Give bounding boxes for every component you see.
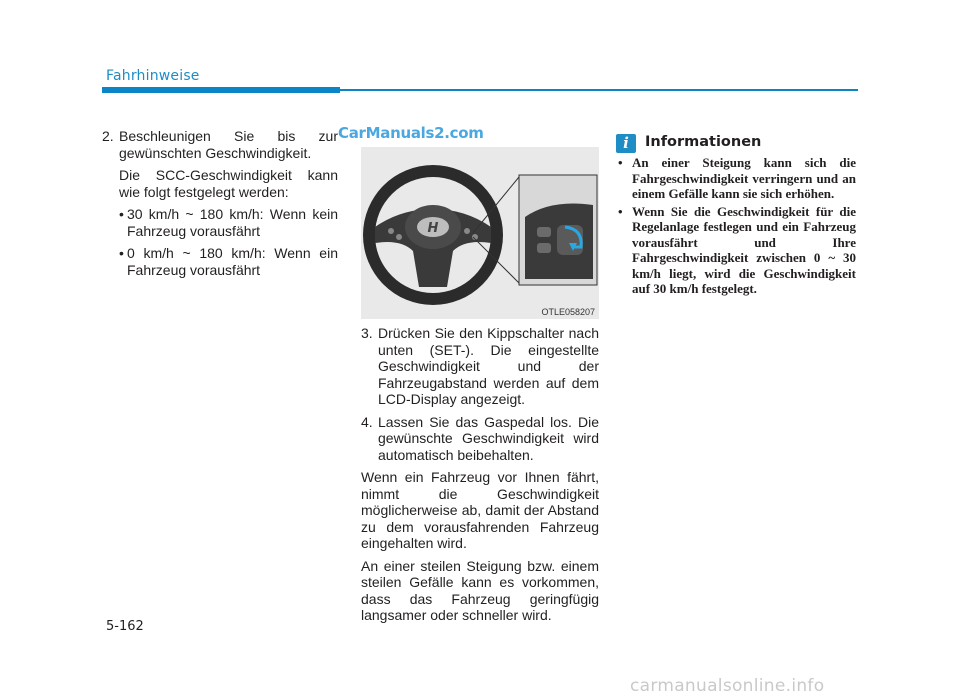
header-rule-thin bbox=[340, 89, 858, 91]
steering-wheel-figure bbox=[361, 147, 599, 319]
info-list bbox=[616, 155, 856, 299]
step-text: Beschleunigen Sie bis zur gewünschten Geschwindigkeit. bbox=[119, 128, 338, 161]
step-number: 2. bbox=[102, 128, 114, 144]
steering-wheel-illustration bbox=[361, 147, 599, 319]
bullet-dot: • bbox=[119, 245, 124, 261]
info-title: Informationen bbox=[645, 134, 762, 150]
middle-column bbox=[361, 325, 599, 630]
step-number: 4. bbox=[361, 413, 373, 430]
list-item-text: 0 km/h ~ 180 km/h: Wenn ein Fahrzeug vorausfährt bbox=[127, 245, 338, 278]
step-2 bbox=[102, 128, 338, 161]
watermark-text: CarManuals2.com bbox=[338, 124, 484, 142]
figure-code: OTLE058207 bbox=[541, 307, 595, 317]
paragraph: An einer steilen Steigung bzw. einem steilen Gefälle kann es vorkommen, dass das Fahrzeug geringfügig langsamer oder schneller wird. bbox=[361, 557, 599, 623]
speed-range-intro: Die SCC-Geschwindigkeit kann wie folgt festgelegt werden: bbox=[119, 167, 338, 200]
bullet-dot: • bbox=[119, 206, 124, 222]
header-rule-thick bbox=[102, 87, 340, 93]
list-item bbox=[616, 155, 856, 202]
step-text: Drücken Sie den Kippschalter nach unten (SET-). Die eingestellte Geschwindigkeit und der Fahrzeugabstand werden auf dem LCD-Display angezeigt. bbox=[378, 325, 599, 407]
footer-watermark: carmanualsonline.info bbox=[630, 676, 825, 696]
bullet-dot: • bbox=[618, 203, 623, 219]
step-number: 3. bbox=[361, 325, 373, 341]
list-item-text: Wenn Sie die Geschwindigkeit für die Regelanlage festlegen und ein Fahrzeug vorausfährt und Ihre Fahrgeschwindigkeit zwischen 0 ~ 30 km/h liegt, wird die Geschwindigkeit auf 30 km/h festgelegt. bbox=[632, 203, 856, 296]
step-4 bbox=[361, 414, 599, 464]
list-item bbox=[616, 204, 856, 297]
paragraph: Wenn ein Fahrzeug vor Ihnen fährt, nimmt die Geschwindigkeit möglicherweise ab, damit der Abstand zu dem vorausfahrenden Fahrzeug eingehalten wird. bbox=[361, 469, 599, 551]
bullet-dot: • bbox=[618, 155, 623, 170]
info-icon: i bbox=[616, 134, 636, 153]
section-title: Fahrhinweise bbox=[106, 68, 200, 84]
list-item bbox=[102, 245, 338, 278]
step-3 bbox=[361, 325, 599, 408]
list-item-text: An einer Steigung kann sich die Fahrgeschwindigkeit verringern und an einem Gefälle kann sie sich erhöhen. bbox=[632, 155, 856, 201]
svg-text:H: H bbox=[427, 221, 439, 236]
list-item-text: 30 km/h ~ 180 km/h: Wenn kein Fahrzeug vorausfährt bbox=[127, 206, 338, 239]
list-item bbox=[102, 206, 338, 239]
page-number: 5-162 bbox=[106, 619, 144, 634]
step-text: Lassen Sie das Gaspedal los. Die gewünschte Geschwindigkeit wird automatisch beibehalten. bbox=[378, 413, 599, 463]
left-column bbox=[102, 128, 338, 284]
